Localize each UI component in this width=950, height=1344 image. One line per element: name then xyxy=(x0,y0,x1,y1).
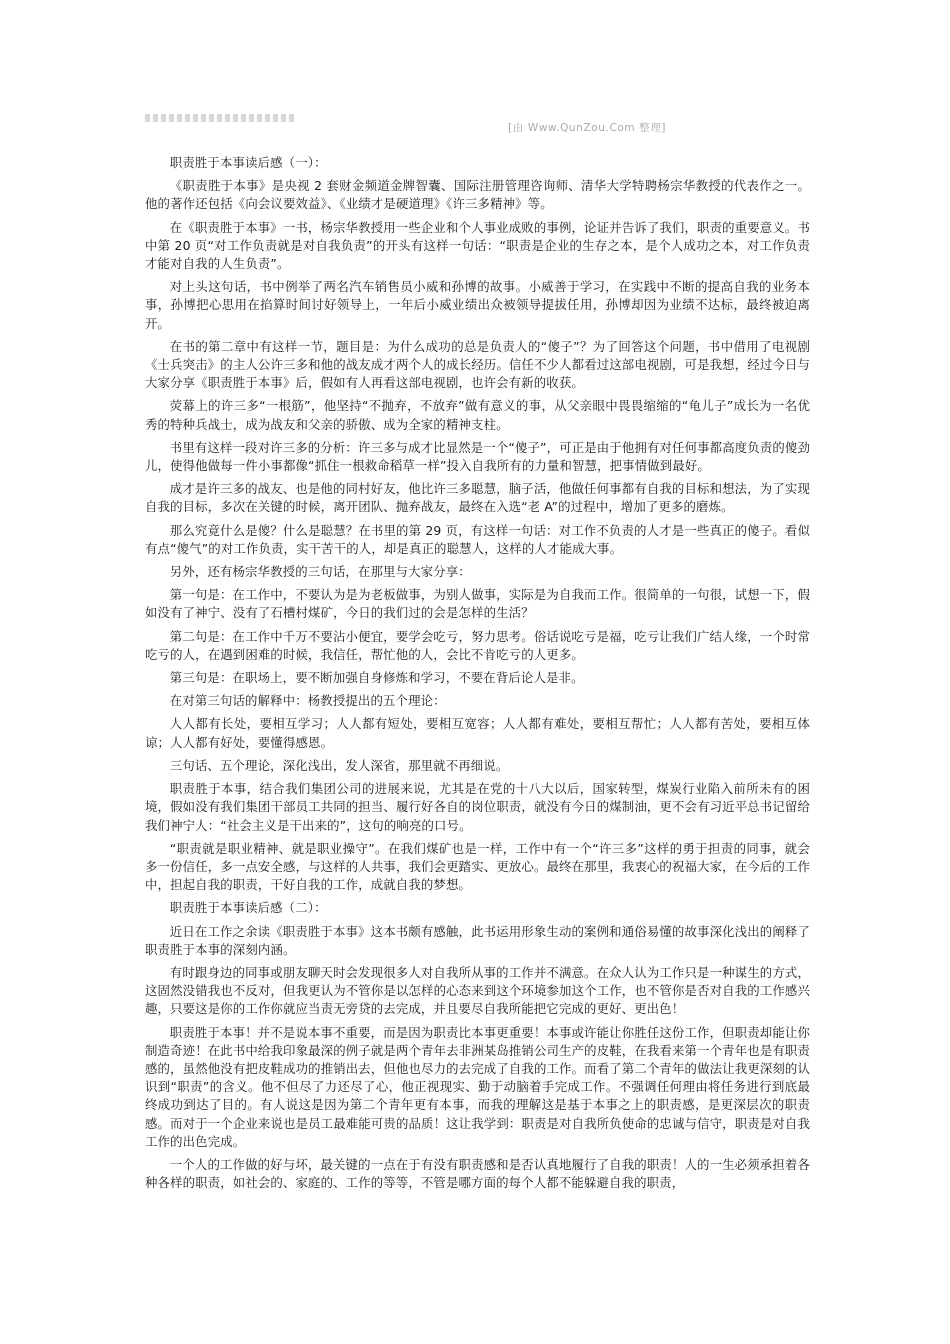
paragraph: 人人都有长处，要相互学习；人人都有短处，要相互宽容；人人都有难处，要相互帮忙；人人都有苦处，要相互体谅；人人都有好处，要懂得感恩。 xyxy=(145,716,810,750)
paragraph: 职责胜于本事！并不是说本事不重要，而是因为职责比本事更重要！本事或许能让你胜任这份工作，但职责却能让你制造奇迹！在此书中给我印象最深的例子就是两个青年去非洲某岛推销公司生产的皮鞋，在我看来第一个青年也是有职责感的，虽然他没有把皮鞋成功的推销出去，但他也尽力的去完成了自我的工作。而看了第二个青年的做法让我更深刻的认识到“职责”的含义。他不但尽了力还尽了心，他正视现实、勤于动脑着手完成工作。不强调任何理由将任务进行到底最终成功到达了目的。有人说这是因为第二个青年更有本事，而我的理解这是基于本事之上的职责感，是更深层次的职责感。而对于一个企业来说也是员工最难能可贵的品质！这让我学到：职责是对自我所负使命的忠诚与信守，职责是对自我工作的出色完成。 xyxy=(145,1024,810,1149)
paragraph: 对上头这句话，书中例举了两名汽车销售员小威和孙博的故事。小威善于学习，在实践中不断的提高自我的业务本事，孙博把心思用在掐算时间讨好领导上，一年后小威业绩出众被领导提拔任用，孙博却因为业绩不达标，最终被迫离开。 xyxy=(145,279,810,331)
paragraph: 书里有这样一段对许三多的分析：许三多与成才比显然是一个“傻子”，可正是由于他拥有对任何事都高度负责的傻劲儿，使得他做每一件小事都像“抓住一根救命稻草一样”投入自我所有的力量和智慧，把事情做到最好。 xyxy=(145,439,810,474)
paragraph: 在《职责胜于本事》一书，杨宗华教授用一些企业和个人事业成败的事例，论证并告诉了我们，职责的重要意义。书中第 20 页“对工作负责就是对自我负责”的开头有这样一句话：“职责是企业的生存之本，是个人成功之本，对工作负责才能对自我的人生负责”。 xyxy=(145,219,810,272)
section-heading: 职责胜于本事读后感（二）： xyxy=(169,900,327,916)
source-note: [由 Www.QunZou.Com 整理] xyxy=(508,122,667,134)
paragraph: 在书的第二章中有这样一节，题目是：为什么成功的总是负责人的“傻子”？为了回答这个问题，书中借用了电视剧《士兵突击》的主人公许三多和他的战友成才两个人的成长经历。信任不少人都看过这部电视剧，可是我想，经过今日与大家分享《职责胜于本事》后，假如有人再看这部电视剧，也许会有新的收获。 xyxy=(145,338,810,391)
paragraph: 一个人的工作做的好与坏，最关键的一点在于有没有职责感和是否认真地履行了自我的职责！人的一生必须承担着各种各样的职责，如社会的、家庭的、工作的等等，不管是哪方面的每个人都不能躲避自我的职责， xyxy=(145,1156,810,1191)
article-body xyxy=(145,154,810,1197)
paragraph: 《职责胜于本事》是央视 2 套财金频道金牌智囊、国际注册管理咨询师、清华大学特聘杨宗华教授的代表作之一。他的著作还包括《向会议要效益》、《业绩才是硬道理》《许三多精神》等。 xyxy=(145,178,810,212)
paragraph: 那么究竟什么是傻？什么是聪慧？在书里的第 29 页，有这样一句话：对工作不负责的人才是一些真正的傻子。看似有点“傻气”的对工作负责，实干苦干的人，却是真正的聪慧人，这样的人才能成大事。 xyxy=(145,522,810,556)
paragraph: 在对第三句话的解释中：杨教授提出的五个理论： xyxy=(169,693,446,709)
section-heading: 职责胜于本事读后感（一）： xyxy=(169,155,327,170)
paragraph: 有时跟身边的同事或朋友聊天时会发现很多人对自我所从事的工作并不满意。在众人认为工作只是一种谋生的方式，这固然没错我也不反对，但我更认为不管你是以怎样的心态来到这个环境参加这个工作，也不管你是否对自我的工作感兴趣，只要这是你的工作你就应当责无旁贷的去完成，并且要尽自我所能把它完成的更好、更出色！ xyxy=(145,964,810,1017)
paragraph: 第一句是：在工作中，不要认为是为老板做事，为别人做事，实际是为自我而工作。很简单的一句很，试想一下，假如没有了神宁、没有了石槽村煤矿，今日的我们过的会是怎样的生活？ xyxy=(145,587,810,621)
paragraph: “职责就是职业精神、就是职业操守”。在我们煤矿也是一样，工作中有一个“许三多”这样的勇于担责的同事，就会多一份信任，多一点安全感，与这样的人共事，我们会更踏实、更放心。最终在那里，我衷心的祝福大家，在今后的工作中，担起自我的职责，干好自我的工作，成就自我的梦想。 xyxy=(145,840,810,893)
paragraph: 成才是许三多的战友、也是他的同村好友，他比许三多聪慧，脑子活，他做任何事都有自我的目标和想法，为了实现自我的目标，多次在关键的时候，离开团队、抛弃战友，最终在入选“老 A”的过程中，增加了更多的磨炼。 xyxy=(145,481,810,515)
paragraph: 职责胜于本事，结合我们集团公司的进展来说，尤其是在党的十八大以后，国家转型，煤炭行业陷入前所未有的困境，假如没有我们集团干部员工共同的担当、履行好各自的岗位职责，就没有今日的煤制油，更不会有习近平总书记留给我们神宁人：“社会主义是干出来的”，这句的响亮的口号。 xyxy=(145,781,810,833)
header-title-faded xyxy=(145,114,295,122)
paragraph: 第三句是：在职场上，要不断加强自身修炼和学习，不要在背后论人是非。 xyxy=(169,670,584,686)
paragraph: 另外，还有杨宗华教授的三句话，在那里与大家分享： xyxy=(169,564,471,580)
paragraph: 三句话、五个理论，深化浅出，发人深省，那里就不再细说。 xyxy=(169,757,509,773)
paragraph: 荧幕上的许三多“一根筋”，他坚持“不抛弃，不放弃”做有意义的事，从父亲眼中畏畏缩缩的“龟儿子”成长为一名优秀的特种兵战士，成为战友和父亲的骄傲、成为全家的精神支柱。 xyxy=(145,398,810,432)
paragraph: 第二句是：在工作中千万不要沾小便宜，要学会吃亏，努力思考。俗话说吃亏是福，吃亏让我们广结人缘，一个时常吃亏的人，在遇到困难的时候，我信任，帮忙他的人，会比不肯吃亏的人更多。 xyxy=(145,628,810,662)
paragraph: 近日在工作之余读《职责胜于本事》这本书颇有感触，此书运用形象生动的案例和通俗易懂的故事深化浅出的阐释了职责胜于本事的深刻内涵。 xyxy=(145,923,810,957)
